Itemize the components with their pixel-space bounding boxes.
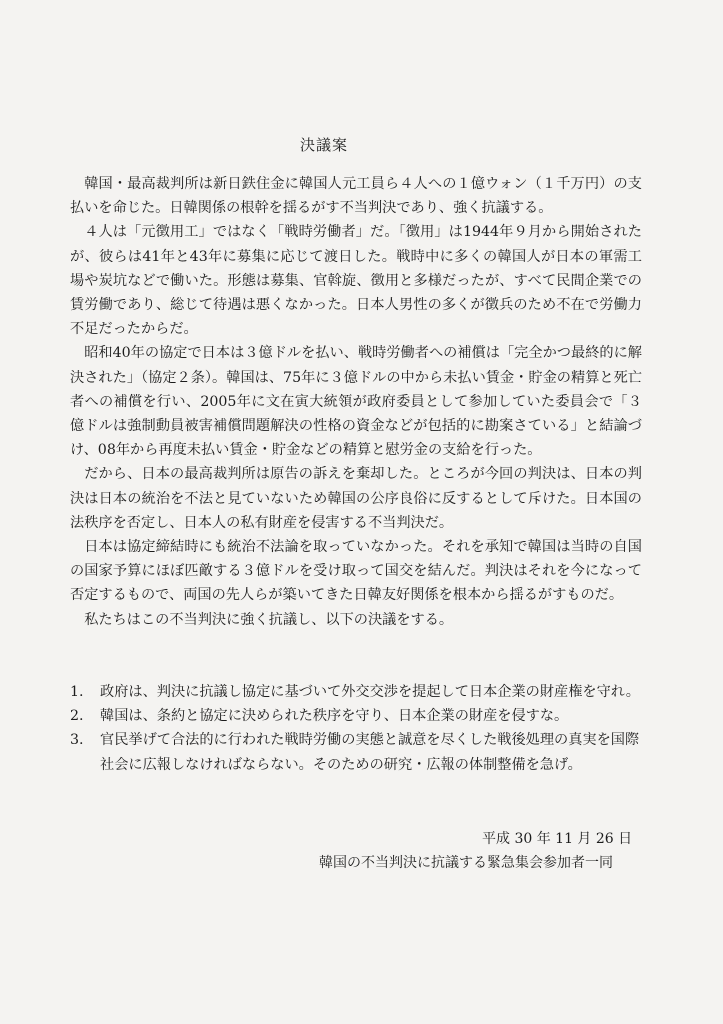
resolution-number: 3. — [70, 732, 84, 749]
document-title: 決議案 — [300, 136, 349, 154]
document-body — [70, 172, 642, 632]
document-signature: 韓国の不当判決に抗議する緊急集会参加者一同 — [319, 855, 613, 871]
resolution-item — [70, 704, 650, 728]
paragraph: 昭和40年の協定で日本は３億ドルを払い、戦時労働者への補償は「完全かつ最終的に解決された」（協定２条）。韓国は、75年に３億ドルの中から未払い賃金・貯金の精算と死亡者への補償を行い、2005年に文在寅大統領が政府委員として参加していた委員会で「３億ドルは強制動員被害補償問題解決の性格の資金などが包括的に勘案さている」と結論づけ、08年から再度未払い賃金・貯金などの精算と慰労金の支給を行った。 — [70, 345, 642, 459]
paragraph: 私たちはこの不当判決に強く抗議し、以下の決議をする。 — [84, 611, 454, 628]
paragraph: 韓国・最高裁判所は新日鉄住金に韓国人元工員ら４人への１億ウォン（１千万円）の支払いを命じた。日韓関係の根幹を揺るがす不当判決であり、強く抗議する。 — [70, 176, 642, 217]
resolution-text: 韓国は、条約と協定に決められた秩序を守り、日本企業の財産を侵すな。 — [100, 708, 569, 725]
resolution-text: 官民挙げて合法的に行われた戦時労働の実態と誠意を尽くした戦後処理の真実を国際社会に広報しなければならない。そのための研究・広報の体制整備を急げ。 — [100, 732, 640, 773]
paragraph: だから、日本の最高裁判所は原告の訴えを棄却した。ところが今回の判決は、日本の判決は日本の統治を不法と見ていないため韓国の公序良俗に反するとして斥けた。日本国の法秩序を否定し、日本人の私有財産を侵害する不当判決だ。 — [70, 466, 642, 531]
resolution-list — [70, 680, 650, 777]
resolution-number: 2. — [70, 708, 84, 725]
document-date: 平成 30 年 11 月 26 日 — [482, 831, 633, 847]
resolution-number: 1. — [70, 684, 84, 700]
paragraph: ４人は「元徴用工」ではなく「戦時労働者」だ。「徴用」は1944年９月から開始されたが、彼らは41年と43年に募集に応じて渡日した。戦時中に多くの韓国人が日本の軍需工場や炭坑などで働いた。形態は募集、官斡旋、徴用と多様だったが、すべて民間企業での賃労働であり、総じて待遇は悪くなかった。日本人男性の多くが徴兵のため不在で労働力不足だったからだ。 — [70, 224, 642, 338]
resolution-item — [70, 728, 650, 776]
resolution-text: 政府は、判決に抗議し協定に基づいて外交交渉を提起して日本企業の財産権を守れ。 — [100, 684, 640, 700]
paragraph: 日本は協定締結時にも統治不法論を取っていなかった。それを承知で韓国は当時の自国の国家予算にほぼ匹敵する３億ドルを受け取って国交を結んだ。判決はそれを今になって否定するもので、両国の先人らが築いてきた日韓友好関係を根本から揺るがすものだ。 — [70, 539, 642, 604]
resolution-item — [70, 680, 650, 704]
